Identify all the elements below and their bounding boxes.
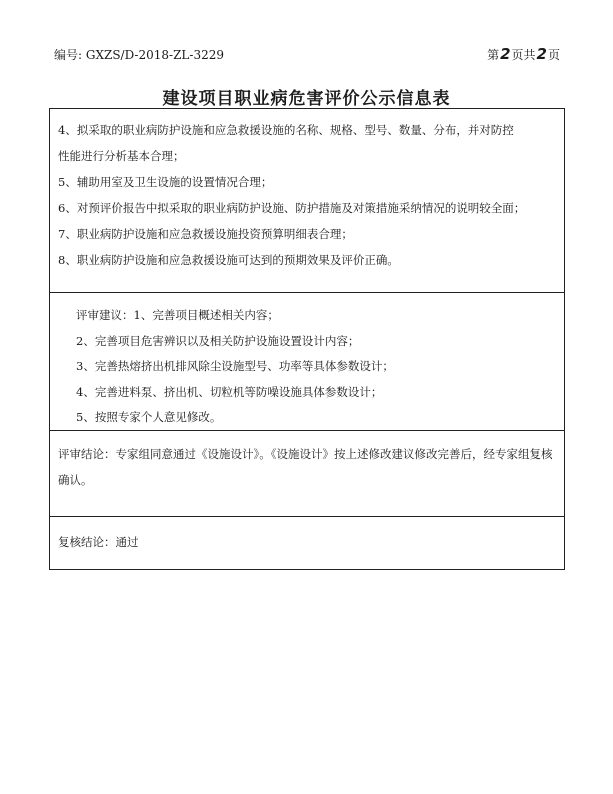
document-number: 编号: GXZS/D-2018-ZL-3229 — [54, 47, 224, 62]
list-item: 性能进行分析基本合理； — [58, 149, 185, 163]
assessment-items-section — [50, 109, 564, 292]
page-middle: 页共 — [511, 47, 536, 62]
list-item: 4、完善进料泵、挤出机、切粒机等防噪设施具体参数设计； — [76, 384, 383, 399]
page-total-handwritten: 2 — [536, 45, 547, 63]
recheck-conclusion-section — [50, 516, 564, 569]
page-title: 建设项目职业病危害评价公示信息表 — [162, 89, 451, 109]
list-item: 8、职业病防护设施和应急救援设施可达到的预期效果及评价正确。 — [58, 253, 399, 267]
info-table — [49, 108, 565, 570]
review-conclusion-section — [50, 430, 564, 516]
page-current-handwritten: 2 — [500, 45, 511, 63]
list-item: 5、按照专家个人意见修改。 — [76, 410, 222, 424]
list-item: 7、职业病防护设施和应急救援设施投资预算明细表合理； — [58, 227, 353, 241]
list-item: 3、完善热熔挤出机排风除尘设施型号、功率等具体参数设计； — [76, 359, 394, 373]
review-conclusion-text: 评审结论：专家组同意通过《设施设计》。《设施设计》按上述修改建议修改完善后，经专家组复核确认。 — [58, 447, 553, 487]
page-suffix: 页 — [547, 47, 560, 62]
page-prefix: 第 — [487, 47, 500, 62]
review-suggestions-section — [50, 292, 564, 430]
list-item: 2、完善项目危害辨识以及相关防护设施设置设计内容； — [76, 333, 360, 348]
recheck-conclusion-text: 复核结论：通过 — [58, 535, 139, 549]
document-header — [54, 44, 560, 64]
list-item: 5、辅助用室及卫生设施的设置情况合理； — [58, 175, 273, 189]
page-indicator — [487, 45, 560, 63]
list-item: 6、对预评价报告中拟采取的职业病防护设施、防护措施及对策措施采纳情况的说明较全面； — [58, 201, 526, 215]
list-item: 4、拟采取的职业病防护设施和应急救援设施的名称、规格、型号、数量、分布，并对防控 — [58, 123, 514, 137]
list-item: 评审建议：1、完善项目概述相关内容； — [76, 308, 279, 322]
